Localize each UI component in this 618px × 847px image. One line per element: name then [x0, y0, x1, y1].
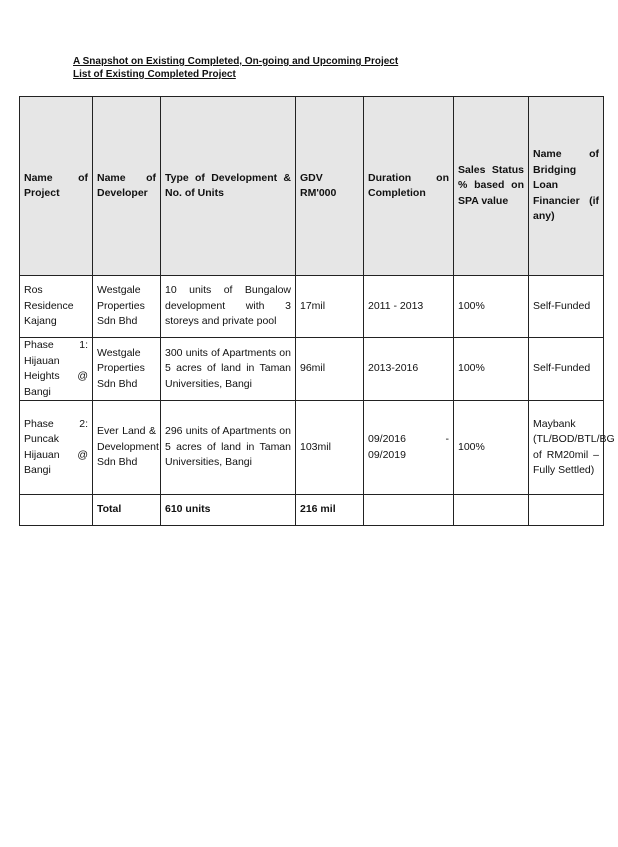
total-units: 610 units — [161, 495, 296, 526]
duration-cell: 2013-2016 — [364, 338, 454, 401]
developer-cell: Westgale Properties Sdn Bhd — [93, 338, 161, 401]
duration-cell: 09/2016 - 09/2019 — [364, 401, 454, 495]
development-type-cell: 296 units of Apartments on 5 acres of land in Taman Universities, Bangi — [161, 401, 296, 495]
duration-cell: 2011 - 2013 — [364, 276, 454, 338]
financier-cell: Maybank (TL/BOD/BTL/BG of RM20mil – Fully Settled) — [529, 401, 604, 495]
sales-status-cell: 100% — [454, 276, 529, 338]
completed-projects-table — [19, 96, 615, 526]
sales-status-cell: 100% — [454, 338, 529, 401]
sales-status-cell: 100% — [454, 401, 529, 495]
total-gdv: 216 mil — [296, 495, 364, 526]
column-header: GDV RM'000 — [296, 97, 364, 276]
project-name-cell: Phase 2: Puncak Hijauan @ Bangi — [20, 401, 93, 495]
development-type-cell: 300 units of Apartments on 5 acres of land in Taman Universities, Bangi — [161, 338, 296, 401]
table-row — [20, 338, 604, 401]
empty-cell — [20, 495, 93, 526]
empty-cell — [364, 495, 454, 526]
development-type-cell: 10 units of Bungalow development with 3 storeys and private pool — [161, 276, 296, 338]
developer-cell: Ever Land & Development Sdn Bhd — [93, 401, 161, 495]
financier-cell: Self-Funded — [529, 276, 604, 338]
table-row — [20, 276, 604, 338]
column-header: Name of Developer — [93, 97, 161, 276]
snapshot-heading: A Snapshot on Existing Completed, On-going and Upcoming Project — [73, 56, 399, 67]
total-label: Total — [93, 495, 161, 526]
table-header-row — [20, 97, 604, 276]
column-header: Name of Project — [20, 97, 93, 276]
document-headings — [73, 55, 398, 81]
empty-cell — [529, 495, 604, 526]
empty-cell — [454, 495, 529, 526]
gdv-cell: 17mil — [296, 276, 364, 338]
gdv-cell: 96mil — [296, 338, 364, 401]
financier-cell: Self-Funded — [529, 338, 604, 401]
column-header: Name of Bridging Loan Financier (if any) — [529, 97, 604, 276]
developer-cell: Westgale Properties Sdn Bhd — [93, 276, 161, 338]
list-heading: List of Existing Completed Project — [73, 69, 236, 80]
gdv-cell: 103mil — [296, 401, 364, 495]
total-row — [20, 495, 604, 526]
column-header: Duration on Completion — [364, 97, 454, 276]
project-name-cell: Phase 1: Hijauan Heights @ Bangi — [20, 338, 93, 401]
column-header: Type of Development & No. of Units — [161, 97, 296, 276]
column-header: Sales Status % based on SPA value — [454, 97, 529, 276]
project-name-cell: Ros Residence Kajang — [20, 276, 93, 338]
table-row — [20, 401, 604, 495]
